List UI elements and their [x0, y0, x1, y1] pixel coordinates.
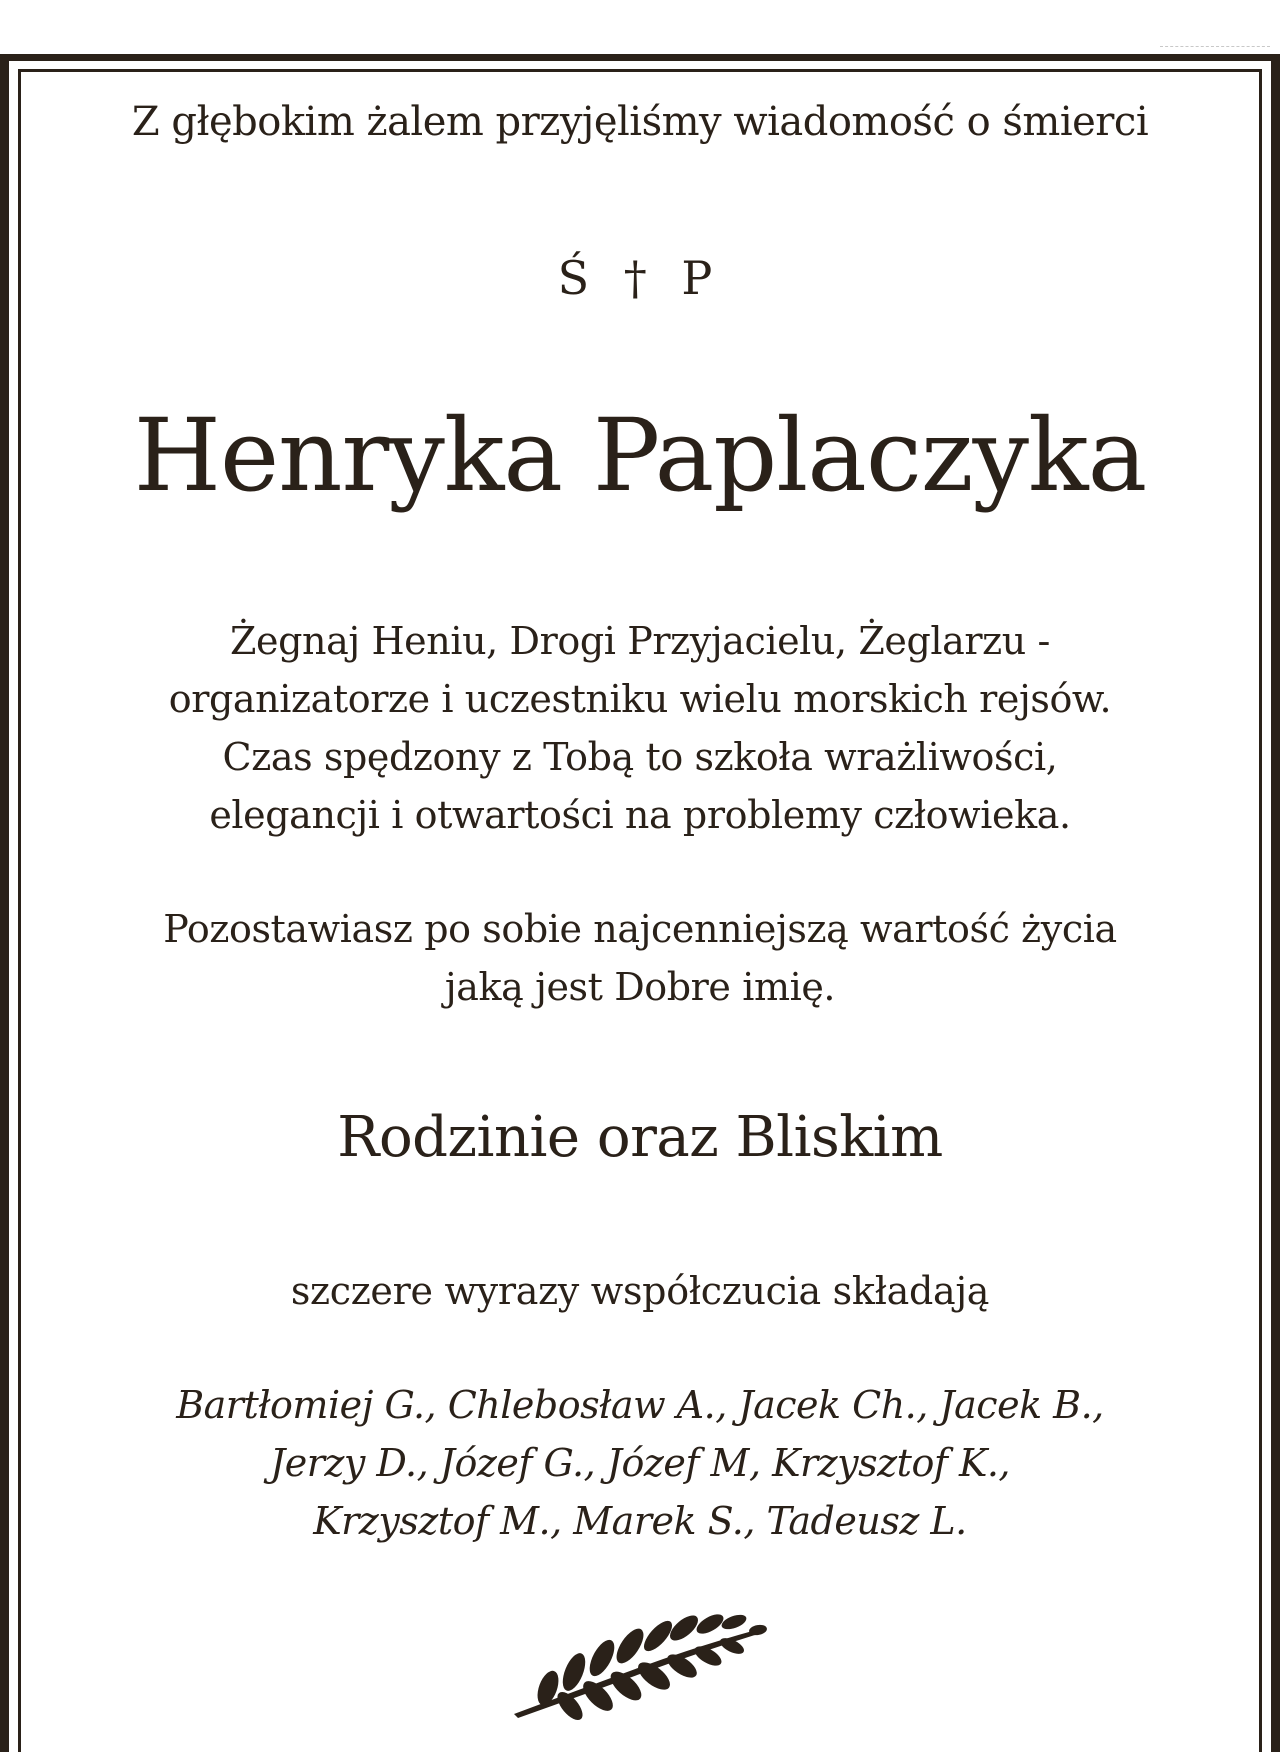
legacy-line: jaką jest Dobre imię. [444, 965, 836, 1009]
stp-cross-icon: Ś † P [557, 251, 723, 305]
laurel-branch-icon [508, 1610, 768, 1720]
farewell-line: organizatorze i uczestniku wielu morskich rejsów. [168, 677, 1112, 721]
farewell-paragraph [18, 612, 1262, 844]
signer-line: Krzysztof M., Marek S., Tadeusz L. [313, 1499, 967, 1543]
signers-list [18, 1376, 1262, 1550]
intro-text: Z głębokim żalem przyjęliśmy wiadomość o śmierci [131, 99, 1149, 145]
farewell-line: elegancji i otwartości na problemy człowieka. [209, 793, 1071, 837]
farewell-line: Czas spędzony z Tobą to szkoła wrażliwości, [222, 735, 1058, 779]
top-edge-mark [1160, 46, 1270, 47]
deceased-name: Henryka Paplaczyka [133, 397, 1147, 514]
legacy-paragraph [18, 900, 1262, 1016]
farewell-line: Żegnaj Heniu, Drogi Przyjacielu, Żeglarzu - [230, 619, 1050, 663]
legacy-line: Pozostawiasz po sobie najcenniejszą wartość życia [163, 907, 1117, 951]
condolences-text: szczere wyrazy współczucia składają [290, 1269, 990, 1313]
addressee-heading: Rodzinie oraz Bliskim [337, 1105, 943, 1170]
signer-line: Jerzy D., Józef G., Józef M, Krzysztof K., [269, 1441, 1011, 1485]
signer-line: Bartłomiej G., Chlebosław A., Jacek Ch., Jacek B., [176, 1383, 1104, 1427]
